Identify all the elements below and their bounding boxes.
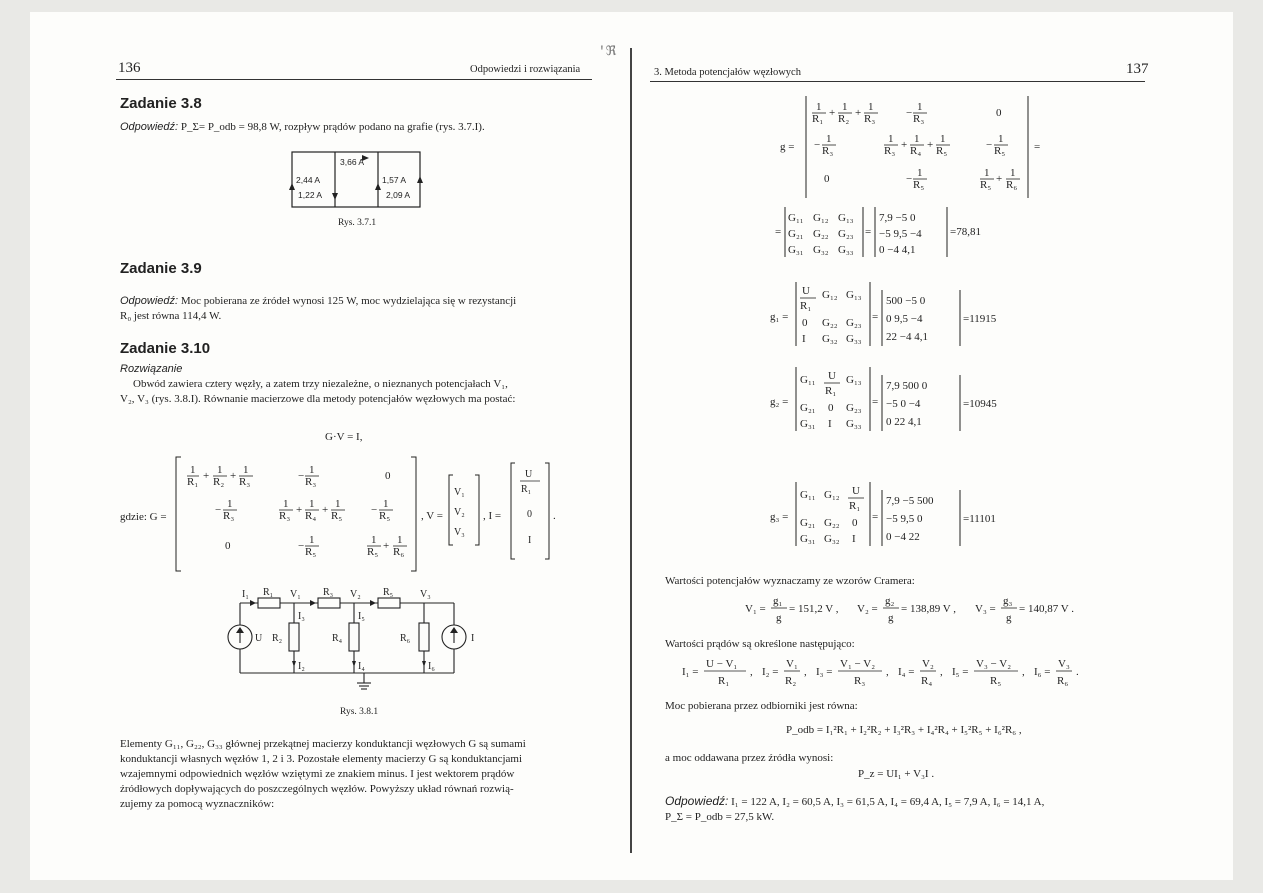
matrix-equation: G·V = I, [325,431,363,443]
svg-text:R₃: R₃ [864,113,876,125]
svg-text:R₃: R₃ [279,510,291,522]
svg-text:R₆: R₆ [1057,675,1069,687]
svg-text:+: + [296,504,303,516]
cramer-formulas [745,592,1085,628]
svg-text:R₅: R₅ [331,510,343,522]
svg-text:1: 1 [917,167,923,179]
v3-value: = 140,87 V . [1019,603,1074,615]
current-formulas [682,655,1142,691]
svg-text:G₃₁: G₃₁ [800,533,816,545]
svg-text:0: 0 [225,540,231,552]
circuit-label-V2: V₂ [350,589,361,600]
svg-text:1: 1 [309,464,315,476]
svg-text:, I =: , I = [483,510,502,522]
svg-text:R₄: R₄ [921,675,933,687]
circuit-label-I6: I₆ [428,661,435,672]
svg-text:1: 1 [190,464,196,476]
svg-text:V₂: V₂ [922,658,934,670]
svg-text:R₁: R₁ [849,500,861,512]
svg-text:1: 1 [383,498,389,510]
svg-text:R₄: R₄ [305,510,317,522]
svg-text:+: + [203,470,210,482]
svg-text:+: + [855,107,862,119]
svg-text:.: . [553,510,556,522]
svg-text:G₁₂: G₁₂ [822,289,838,301]
svg-text:g =: g = [780,141,795,153]
svg-text:g₁ =: g₁ = [770,311,789,323]
det-g3-result: =11101 [963,513,996,525]
figure-3-8-caption: Rys. 3.8.1 [340,707,379,717]
v1-value: = 151,2 V , [789,603,839,615]
zadanie-3-8-title: Zadanie 3.8 [120,95,202,112]
svg-text:R₂: R₂ [838,113,850,125]
det-g3-row1: 7,9 −5 500 [886,495,934,507]
det-g-symbolic [780,92,1050,202]
svg-text:=: = [872,311,879,323]
svg-text:,: , [804,666,807,678]
svg-text:R₁: R₁ [718,675,730,687]
det-g1-row1: 500 −5 0 [886,295,926,307]
svg-text:G₂₃: G₂₃ [838,228,854,240]
right-page-number: 137 [1126,61,1149,77]
right-answer-line2: P_Σ = P_odb = 27,5 kW. [665,811,775,823]
det-g2-row1: 7,9 500 0 [886,380,928,392]
svg-text:0: 0 [802,317,808,329]
svg-text:+: + [927,139,934,151]
figure-3-7-caption: Rys. 3.7.1 [338,218,377,228]
book-spine [630,48,632,853]
svg-text:1: 1 [868,101,874,113]
svg-text:I: I [828,418,832,430]
svg-text:+: + [230,470,237,482]
svg-text:G₂₃: G₂₃ [846,317,862,329]
currents-intro: Wartości prądów są określone następująco: [665,638,855,650]
svg-text:+: + [383,540,390,552]
det-g-row3: 0 −4 4,1 [879,244,916,256]
svg-text:g₂ =: g₂ = [770,396,789,408]
svg-text:g₃: g₃ [1003,595,1013,607]
svg-text:R₃: R₃ [223,510,235,522]
svg-text:R₁: R₁ [187,476,199,488]
current-label-2-44: 2,44 A [296,175,321,185]
det-g1-result: =11915 [963,313,997,325]
power-equation: P_odb = I₁²R₁ + I₂²R₂ + I₃²R₃ + I₄²R₄ + I₅²R₅ + I₆²R₆ , [786,724,1022,736]
svg-text:V₂: V₂ [454,507,465,518]
power-intro: Moc pobierana przez odbiorniki jest równa: [665,700,858,712]
circuit-label-U: U [255,633,263,644]
svg-text:G₂₁: G₂₁ [800,402,816,414]
svg-text:1: 1 [888,133,894,145]
svg-text:R₅: R₅ [936,145,948,157]
svg-text:I₆ =: I₆ = [1034,666,1051,678]
svg-text:G₁₁: G₁₁ [800,489,816,501]
svg-text:I: I [528,535,532,546]
svg-text:g₁: g₁ [773,595,783,607]
zadanie-3-9-title: Zadanie 3.9 [120,260,202,277]
svg-text:U: U [525,469,533,480]
svg-text:1: 1 [917,101,923,113]
svg-text:0: 0 [852,517,858,529]
svg-text:G₃₂: G₃₂ [824,533,840,545]
svg-text:−: − [298,470,305,482]
svg-text:1: 1 [371,534,377,546]
svg-text:1: 1 [914,133,920,145]
det-g-result: =78,81 [950,226,981,238]
svg-text:1: 1 [283,498,289,510]
zadanie-3-9-answer-line2: R₀ jest równa 114,4 W. [120,310,222,322]
det-g3-row2: −5 9,5 0 [886,513,923,525]
svg-text:G₂₃: G₂₃ [846,402,862,414]
svg-text:R₄: R₄ [910,145,922,157]
svg-text:V₁ =: V₁ = [745,603,766,615]
svg-text:R₃: R₃ [305,476,317,488]
svg-text:1: 1 [842,101,848,113]
svg-text:1: 1 [998,133,1004,145]
svg-text:1: 1 [217,464,223,476]
svg-text:, V =: , V = [421,510,443,522]
right-answer-line1: Odpowiedź: I₁ = 122 A, I₂ = 60,5 A, I₃ = 61,5 A, I₄ = 69,4 A, I₅ = 7,9 A, I₆ = 14,1 A, [665,794,1045,808]
left-header-rule [116,79,592,80]
closing-line-2: konduktancji własnych węzłów 1, 2 i 3. Pozostałe elementy macierzy G są konduktancjami [120,753,522,765]
det-g-numeric [775,205,1035,260]
svg-text:R₅: R₅ [367,546,379,558]
svg-text:R₃: R₃ [822,145,834,157]
svg-text:R₅: R₅ [994,145,1006,157]
svg-text:+: + [901,139,908,151]
svg-text:R₅: R₅ [379,510,391,522]
svg-text:V₁ − V₂: V₁ − V₂ [840,658,876,670]
current-label-1-22: 1,22 A [298,190,323,200]
current-label-3-66: 3,66 A [340,157,365,167]
svg-text:0: 0 [824,173,830,185]
svg-text:.: . [1076,666,1079,678]
svg-text:1: 1 [397,534,403,546]
zadanie-3-10-title: Zadanie 3.10 [120,340,211,357]
circuit-label-I1: I₁ [242,589,249,600]
svg-text:0: 0 [828,402,834,414]
svg-text:R₅: R₅ [913,179,925,191]
svg-text:G₃₁: G₃₁ [800,418,816,430]
svg-text:U − V₁: U − V₁ [706,658,738,670]
svg-text:V₃ =: V₃ = [975,603,996,615]
svg-text:R₁: R₁ [521,484,532,495]
svg-text:−: − [814,139,821,151]
svg-text:G₃₃: G₃₃ [838,244,854,256]
zadanie-3-9-answer-line1: Odpowiedź: Moc pobierana ze źródeł wynosi 125 W, moc wydzielająca się w rezystancji [120,295,517,307]
svg-text:+: + [322,504,329,516]
circuit-label-I: I [471,633,475,644]
svg-text:V₂ =: V₂ = [857,603,878,615]
svg-text:G₂₂: G₂₂ [824,517,840,529]
svg-text:1: 1 [227,498,233,510]
svg-text:R₁: R₁ [825,385,837,397]
svg-text:R₆: R₆ [1006,179,1018,191]
circuit-label-R5: R₅ [383,587,394,598]
det-g1-row2: 0 9,5 −4 [886,313,923,325]
circuit-label-R6: R₆ [400,633,411,644]
svg-text:G₂₂: G₂₂ [822,317,838,329]
svg-text:R₅: R₅ [305,546,317,558]
svg-text:1: 1 [309,534,315,546]
circuit-label-R1: R₁ [263,587,274,598]
svg-text:I: I [802,333,806,345]
svg-text:g₂: g₂ [885,595,895,607]
svg-text:+: + [996,173,1003,185]
source-equation: P_z = UI₁ + V₃I . [858,768,935,780]
zadanie-3-10-solution-label: Rozwiązanie [120,363,183,375]
svg-text:G₂₁: G₂₁ [800,517,816,529]
gdzie-label: gdzie: G = [120,511,167,523]
current-label-1-57: 1,57 A [382,175,407,185]
left-running-header: Odpowiedzi i rozwiązania [470,64,581,75]
figure-3-8-circuit [228,585,488,695]
svg-text:+: + [829,107,836,119]
svg-text:I₂ =: I₂ = [762,666,779,678]
svg-text:R₅: R₅ [990,675,1002,687]
svg-text:g: g [888,612,894,624]
svg-text:=: = [872,396,879,408]
svg-text:R₃: R₃ [239,476,251,488]
circuit-label-V3: V₃ [420,589,431,600]
svg-text:G₂₂: G₂₂ [813,228,829,240]
svg-text:R₃: R₃ [884,145,896,157]
svg-text:G₃₁: G₃₁ [788,244,804,256]
svg-text:1: 1 [1010,167,1016,179]
circuit-label-I4: I₄ [358,661,365,672]
svg-text:g: g [776,612,782,624]
svg-text:0: 0 [996,107,1002,119]
det-g2-result: =10945 [963,398,997,410]
svg-text:−: − [215,504,222,516]
svg-text:−: − [906,107,913,119]
v2-value: = 138,89 V , [901,603,956,615]
svg-text:G₁₁: G₁₁ [788,212,804,224]
svg-text:R₅: R₅ [980,179,992,191]
spine-mark: 'ℜ̄ [598,44,617,59]
svg-text:1: 1 [984,167,990,179]
right-header-rule [650,81,1145,82]
det-g2-row2: −5 0 −4 [886,398,921,410]
svg-text:−: − [986,139,993,151]
det-g1 [770,280,1030,350]
g-matrix-symbolic [175,455,595,575]
left-page-number: 136 [118,60,141,76]
current-label-2-09: 2,09 A [386,190,411,200]
circuit-label-I5: I₅ [358,611,365,622]
svg-text:1: 1 [243,464,249,476]
svg-text:g: g [1006,612,1012,624]
svg-text:0: 0 [385,470,391,482]
svg-text:G₁₃: G₁₃ [846,374,862,386]
closing-line-4: źródłowych dopływających do poszczególnych węzłów. Powyższy układ równań rozwią- [120,783,514,795]
svg-text:G₃₂: G₃₂ [822,333,838,345]
svg-text:1: 1 [826,133,832,145]
svg-text:=: = [1034,141,1041,153]
svg-text:=: = [872,511,879,523]
det-g-row2: −5 9,5 −4 [879,228,922,240]
svg-text:V₃: V₃ [1058,658,1070,670]
circuit-label-I3: I₃ [298,611,305,622]
closing-line-3: wzajemnymi odpowiednich węzłów wziętymi ze znakiem minus. I jest wektorem prądów [120,768,515,780]
svg-text:G₁₂: G₁₂ [824,489,840,501]
svg-text:R₆: R₆ [393,546,405,558]
svg-text:R₂: R₂ [213,476,225,488]
right-running-header: 3. Metoda potencjałów węzłowych [654,67,801,78]
svg-text:,: , [886,666,889,678]
det-g2-row3: 0 22 4,1 [886,416,922,428]
circuit-label-V1: V₁ [290,589,301,600]
zadanie-3-8-answer: Odpowiedź: P_Σ= P_odb = 98,8 W, rozpływ prądów podano na grafie (rys. 3.7.I). [120,121,485,133]
circuit-label-R2: R₂ [272,633,283,644]
svg-text:1: 1 [816,101,822,113]
svg-text:−: − [298,540,305,552]
svg-text:G₁₁: G₁₁ [800,374,816,386]
svg-text:I₃ =: I₃ = [816,666,833,678]
svg-text:G₃₂: G₃₂ [813,244,829,256]
det-g1-row3: 22 −4 4,1 [886,331,928,343]
svg-text:R₂: R₂ [785,675,797,687]
svg-text:=: = [865,226,872,238]
svg-text:−: − [906,173,913,185]
svg-text:−: − [371,504,378,516]
svg-text:1: 1 [940,133,946,145]
svg-text:G₂₁: G₂₁ [788,228,804,240]
svg-text:1: 1 [335,498,341,510]
svg-text:G₁₃: G₁₃ [846,289,862,301]
svg-text:U: U [852,485,860,497]
det-g-row1: 7,9 −5 0 [879,212,916,224]
svg-text:1: 1 [309,498,315,510]
svg-text:V₁: V₁ [786,658,798,670]
cramer-intro: Wartości potencjałów wyznaczamy ze wzorów Cramera: [665,575,915,587]
svg-text:R₁: R₁ [812,113,824,125]
figure-3-7-graph [292,150,432,212]
circuit-label-I2: I₂ [298,661,305,672]
svg-text:R₃: R₃ [854,675,866,687]
svg-text:U: U [828,370,836,382]
circuit-label-R3: R₃ [323,587,334,598]
det-g3-row3: 0 −4 22 [886,531,920,543]
det-g3 [770,480,1030,550]
svg-text:V₃: V₃ [454,527,465,538]
svg-text:I₅ =: I₅ = [952,666,969,678]
svg-text:I₁ =: I₁ = [682,666,699,678]
svg-text:G₁₃: G₁₃ [838,212,854,224]
zadanie-3-10-para-line1: Obwód zawiera cztery węzły, a zatem trzy niezależne, o nieznanych potencjałach V₁, [133,378,508,390]
det-g2 [770,365,1030,435]
svg-text:,: , [1022,666,1025,678]
closing-line-1: Elementy G₁₁, G₂₂, G₃₃ głównej przekątnej macierzy konduktancji węzłowych G są sumami [120,738,526,750]
circuit-label-R4: R₄ [332,633,343,644]
svg-text:G₁₂: G₁₂ [813,212,829,224]
svg-text:0: 0 [527,509,532,520]
svg-text:,: , [940,666,943,678]
svg-text:U: U [802,285,810,297]
svg-text:G₃₃: G₃₃ [846,418,862,430]
svg-text:R₃: R₃ [913,113,925,125]
svg-text:I₄ =: I₄ = [898,666,915,678]
source-intro: a moc oddawana przez źródła wynosi: [665,752,834,764]
svg-text:V₃ − V₂: V₃ − V₂ [976,658,1012,670]
svg-text:V₁: V₁ [454,487,465,498]
svg-text:G₃₃: G₃₃ [846,333,862,345]
closing-line-5: zujemy za pomocą wyznaczników: [120,798,275,810]
svg-text:I: I [852,533,856,545]
svg-text:R₁: R₁ [800,300,812,312]
svg-text:,: , [750,666,753,678]
zadanie-3-10-para-line2: V₂, V₃ (rys. 3.8.I). Równanie macierzowe dla metody potencjałów węzłowych ma postać: [120,393,516,405]
svg-text:g₃ =: g₃ = [770,511,789,523]
svg-text:=: = [775,226,782,238]
